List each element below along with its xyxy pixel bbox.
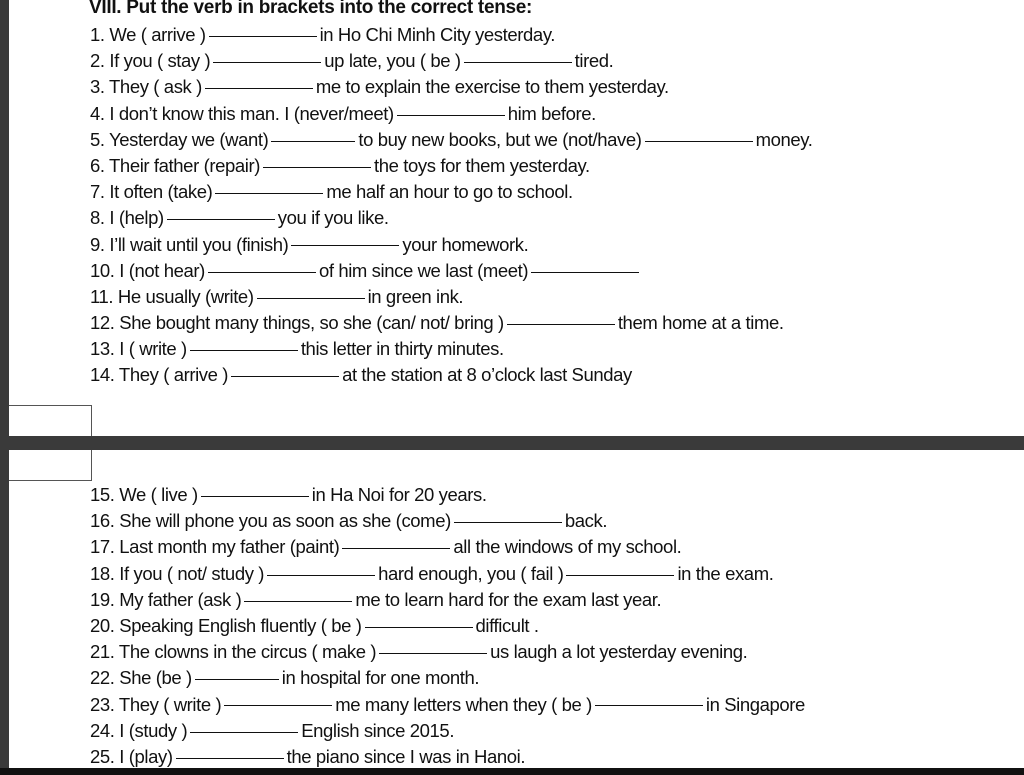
corner-bracket [9, 405, 92, 436]
answer-blank [257, 297, 365, 299]
exercise-line: 13. I ( write ) this letter in thirty minutes. [90, 338, 504, 360]
answer-blank [507, 323, 615, 325]
exercise-list-bottom [90, 482, 805, 768]
exercise-line: 20. Speaking English fluently ( be ) difficult . [90, 614, 539, 636]
answer-blank [342, 547, 450, 549]
exercise-line: 2. If you ( stay ) up late, you ( be ) tired. [90, 50, 614, 72]
exercise-line: 19. My father (ask ) me to learn hard for the exam last year. [90, 588, 662, 610]
exercise-line: 9. I’ll wait until you (finish) your homework. [90, 233, 529, 255]
answer-blank [208, 271, 316, 273]
answer-blank [397, 114, 505, 116]
answer-blank [167, 218, 275, 220]
answer-blank [379, 652, 487, 654]
exercise-line: 23. They ( write ) me many letters when they ( be ) in Singapore [90, 693, 805, 715]
answer-blank [231, 375, 339, 377]
exercise-line: 22. She (be ) in hospital for one month. [90, 667, 480, 689]
answer-blank [464, 61, 572, 63]
exercise-line: 5. Yesterday we (want) to buy new books, but we (not/have) money. [90, 128, 813, 150]
exercise-line: 16. She will phone you as soon as she (come) back. [90, 510, 608, 532]
answer-blank [209, 35, 317, 37]
answer-blank [201, 495, 309, 497]
exercise-title: VIII. Put the verb in brackets into the correct tense: [89, 0, 533, 18]
answer-blank [267, 574, 375, 576]
exercise-line: 11. He usually (write) in green ink. [90, 285, 464, 307]
worksheet-page-top [9, 0, 1024, 436]
answer-blank [190, 349, 298, 351]
answer-blank [263, 166, 371, 168]
answer-blank [531, 271, 639, 273]
exercise-line: 24. I (study ) English since 2015. [90, 719, 455, 741]
answer-blank [244, 600, 352, 602]
answer-blank [365, 626, 473, 628]
exercise-line: 10. I (not hear) of him since we last (meet) [90, 258, 812, 284]
exercise-line: 12. She bought many things, so she (can/ not/ bring ) them home at a time. [90, 312, 784, 334]
exercise-line: 1. We ( arrive ) in Ho Chi Minh City yesterday. [90, 24, 556, 45]
exercise-line: 18. If you ( not/ study ) hard enough, you ( fail ) in the exam. [90, 562, 774, 584]
answer-blank [645, 140, 753, 142]
answer-blank [291, 244, 399, 246]
answer-blank [176, 757, 284, 759]
corner-bracket [9, 450, 92, 481]
answer-blank [454, 521, 562, 523]
worksheet-page-bottom [9, 450, 1024, 768]
exercise-line: 25. I (play) the piano since I was in Hanoi. [90, 745, 526, 767]
bottom-edge [0, 768, 1024, 775]
answer-blank [205, 87, 313, 89]
exercise-line: 6. Their father (repair) the toys for them yesterday. [90, 154, 590, 176]
answer-blank [271, 140, 355, 142]
exercise-line: 17. Last month my father (paint) all the windows of my school. [90, 536, 682, 558]
exercise-line: 3. They ( ask ) me to explain the exercise to them yesterday. [90, 76, 669, 98]
answer-blank [190, 731, 298, 733]
exercise-line: 8. I (help) you if you like. [90, 207, 389, 229]
exercise-list-top [90, 22, 812, 389]
answer-blank [213, 61, 321, 63]
exercise-line: 15. We ( live ) in Ha Noi for 20 years. [90, 484, 487, 505]
answer-blank [215, 192, 323, 194]
exercise-line: 7. It often (take) me half an hour to go to school. [90, 181, 573, 203]
answer-blank [224, 704, 332, 706]
exercise-line: 14. They ( arrive ) at the station at 8 o’clock last Sunday [90, 364, 632, 386]
answer-blank [595, 704, 703, 706]
answer-blank [195, 678, 279, 680]
exercise-line: 21. The clowns in the circus ( make ) us laugh a lot yesterday evening. [90, 641, 748, 663]
answer-blank [566, 574, 674, 576]
exercise-line: 4. I don’t know this man. I (never/meet) him before. [90, 102, 596, 124]
